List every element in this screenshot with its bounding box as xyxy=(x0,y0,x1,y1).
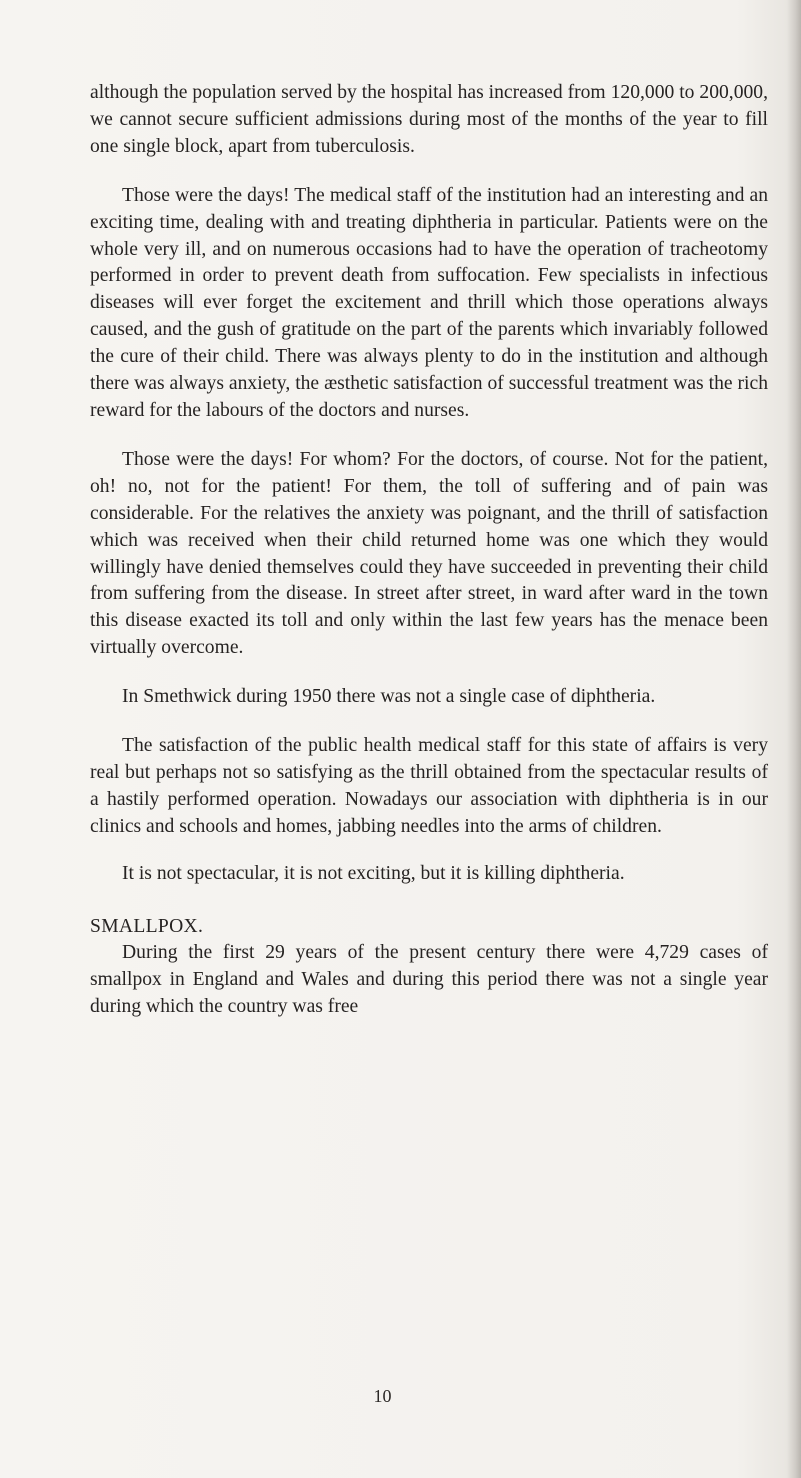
section-heading-smallpox: SMALLPOX. xyxy=(90,915,204,937)
paragraph-killing-diphtheria: It is not spectacular, it is not exciting, but it is killing diphtheria. xyxy=(122,862,625,884)
page-edge-shadow xyxy=(787,0,801,1478)
page-number: 10 xyxy=(373,1386,392,1406)
paragraph-continuation: although the population served by the hospital has increased from 120,000 to 200,000, we cannot secure sufficient admissions during most of the months of the year to fill one single block, apart from tuberculosis. xyxy=(90,82,768,157)
paragraph-those-were-the-days-2: Those were the days! For whom? For the doctors, of course. Not for the patient, oh! no, not for the patient! For them, the toll of suffering and of pain was considerable. For the relatives the anxiety was poignant, and the thrill of satisfaction which was received when their child returned home was one which they would willingly have denied themselves could they have succeeded in preventing their child from suffering from the disease. In street after street, in ward after ward in the town this disease exacted its toll and only within the last few years has the menace been virtually overcome. xyxy=(90,448,768,659)
paragraph-those-were-the-days-1: Those were the days! The medical staff of the institution had an interesting and an exciting time, dealing with and treating diphtheria in particular. Patients were on the whole very ill, and on numerous occasions had to have the operation of tracheotomy performed in order to prevent death from suffocation. Few specialists in infectious diseases will ever forget the excitement and thrill which those operations always caused, and the gush of gratitude on the part of the parents which invariably followed the cure of their child. There was always plenty to do in the institution and although there was always anxiety, the æsthetic satisfaction of successful treatment was the rich reward for the labours of the doctors and nurses. xyxy=(90,184,768,421)
paragraph-smallpox: During the first 29 years of the present century there were 4,729 cases of smallpox in England and Wales and during this period there was not a single year during which the country was free xyxy=(90,942,768,1018)
body-text xyxy=(90,80,768,1021)
paragraph-public-health-satisfaction: The satisfaction of the public health medical staff for this state of affairs is very real but perhaps not so satisfying as the thrill obtained from the spectacular results of a hastily performed operation. Nowadays our association with diphtheria is in our clinics and schools and homes, jabbing needles into the arms of children. xyxy=(90,735,768,837)
paragraph-smethwick-1950: In Smethwick during 1950 there was not a single case of diphtheria. xyxy=(122,686,656,708)
